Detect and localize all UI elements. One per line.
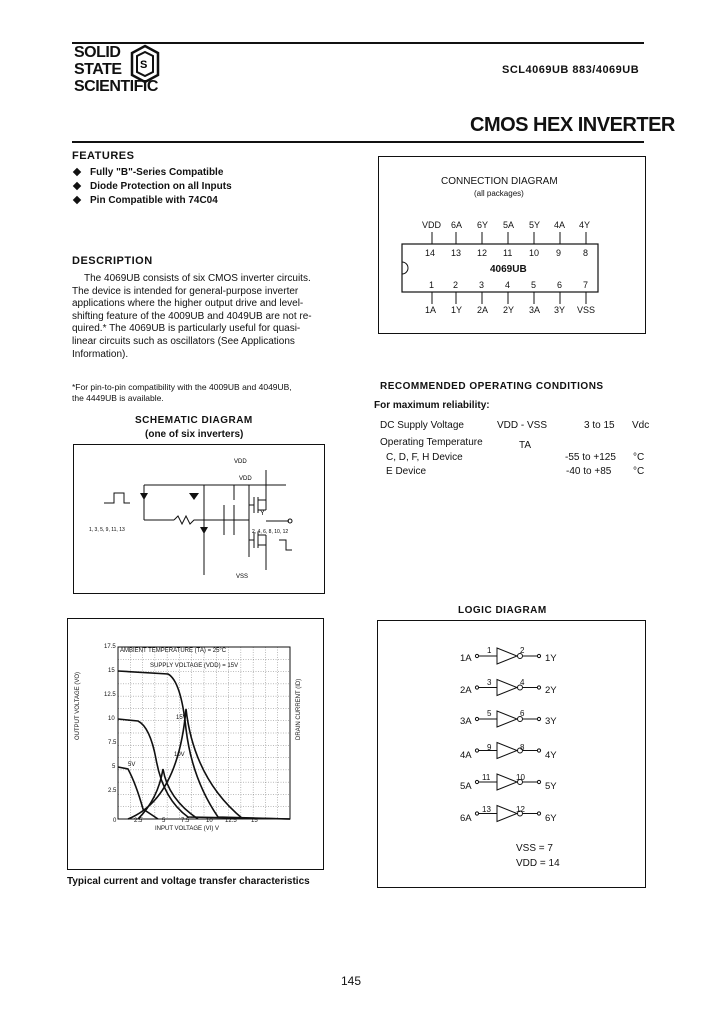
y-tick: 15 (108, 668, 115, 674)
curve-10v-vout (118, 719, 290, 819)
description-text: The 4069UB consists of six CMOS inverter circuits. The device is intended for general-purpose inverter applications where the higher output drive and level- shifting feature of the 4009UB and 4049UB are not re- quired.* The 4069UB is particularly useful for quasi- linear circuits such as oscillators (See Applications Information). (72, 273, 312, 360)
output-pins-label: 2, 4, 6, 8, 10, 12 (252, 529, 289, 535)
footnote: *For pin-to-pin compatibility with the 4009UB and 4049UB, the 4449UB is available. (72, 382, 292, 403)
x-tick: 2.5 (134, 818, 143, 824)
vdd-label: VDD (234, 459, 247, 465)
curve-label-5v: 5V (128, 762, 136, 768)
x-tick: 5 (162, 818, 166, 824)
description-heading: DESCRIPTION (72, 255, 153, 267)
logic-title: LOGIC DIAGRAM (458, 605, 547, 616)
page-number: 145 (341, 974, 362, 988)
features-heading: FEATURES (72, 150, 135, 162)
inverter-gate-4 (475, 743, 540, 759)
conditions-subheading: For maximum reliability: (374, 400, 490, 411)
feature-item: Fully "B"-Series Compatible (72, 167, 223, 178)
x-tick: 0 (113, 818, 117, 824)
curve-5v-vout (118, 767, 158, 819)
y-axis-label-right: DRAIN CURRENT (ID) (296, 678, 302, 740)
brand-line-2: STATE (74, 61, 122, 78)
graph-box (67, 618, 324, 870)
page-title: CMOS HEX INVERTER (470, 114, 675, 136)
vdd-label-2: VDD (239, 476, 252, 482)
x-tick: 12.5 (225, 818, 237, 824)
conditions-heading: RECOMMENDED OPERATING CONDITIONS (380, 381, 604, 392)
brand-line-3: SCIENTIFIC (74, 78, 158, 95)
y-tick: 7.5 (108, 740, 117, 746)
connection-subtitle: (all packages) (474, 189, 524, 198)
x-tick: 15 (251, 818, 258, 824)
x-axis-label: INPUT VOLTAGE (VI) V (155, 826, 220, 832)
part-numbers: SCL4069UB 883/4069UB (502, 64, 640, 76)
schematic-title: SCHEMATIC DIAGRAM (135, 415, 253, 426)
supply-label: SUPPLY VOLTAGE (VDD) = 15V (150, 663, 239, 669)
inverter-gate-2 (475, 680, 540, 696)
inverter-gate-3 (475, 711, 540, 727)
top-rule (72, 42, 644, 44)
y-axis-label-left: OUTPUT VOLTAGE (VO) (75, 671, 81, 740)
y-tick: 10 (108, 716, 115, 722)
schematic-diagram (74, 445, 324, 593)
title-rule (72, 141, 644, 143)
logo-icon (130, 44, 160, 84)
feature-item: Diode Protection on all Inputs (72, 181, 232, 192)
y-tick: 2.5 (108, 788, 117, 794)
y-tick: 17.5 (104, 644, 116, 650)
curve-label-15v: 15V (176, 715, 187, 721)
y-tick: 12.5 (104, 692, 116, 698)
inverter-gate-1 (475, 648, 540, 664)
x-tick: 7.5 (181, 818, 190, 824)
vdd-note: VDD = 14 (516, 858, 560, 869)
device-label: 4069UB (490, 264, 527, 275)
vss-note: VSS = 7 (516, 843, 553, 854)
input-pins-label: 1, 3, 5, 9, 11, 13 (89, 527, 125, 533)
output-y-label: Y (260, 510, 265, 517)
graph-caption: Typical current and voltage transfer characteristics (67, 876, 310, 887)
y-tick: 5 (112, 764, 116, 770)
schematic-box (73, 444, 325, 594)
brand-line-1: SOLID (74, 44, 121, 61)
vss-label: VSS (236, 574, 249, 580)
ambient-label: AMBIENT TEMPERATURE (TA) = 25°C (120, 648, 227, 654)
x-tick: 10 (206, 818, 213, 824)
schematic-subtitle: (one of six inverters) (145, 429, 244, 440)
curve-label-10v: 10V (174, 752, 185, 758)
svg-text:S: S (140, 59, 148, 71)
connection-title: CONNECTION DIAGRAM (441, 176, 558, 187)
feature-item: Pin Compatible with 74C04 (72, 195, 218, 206)
logic-gates (455, 640, 565, 835)
